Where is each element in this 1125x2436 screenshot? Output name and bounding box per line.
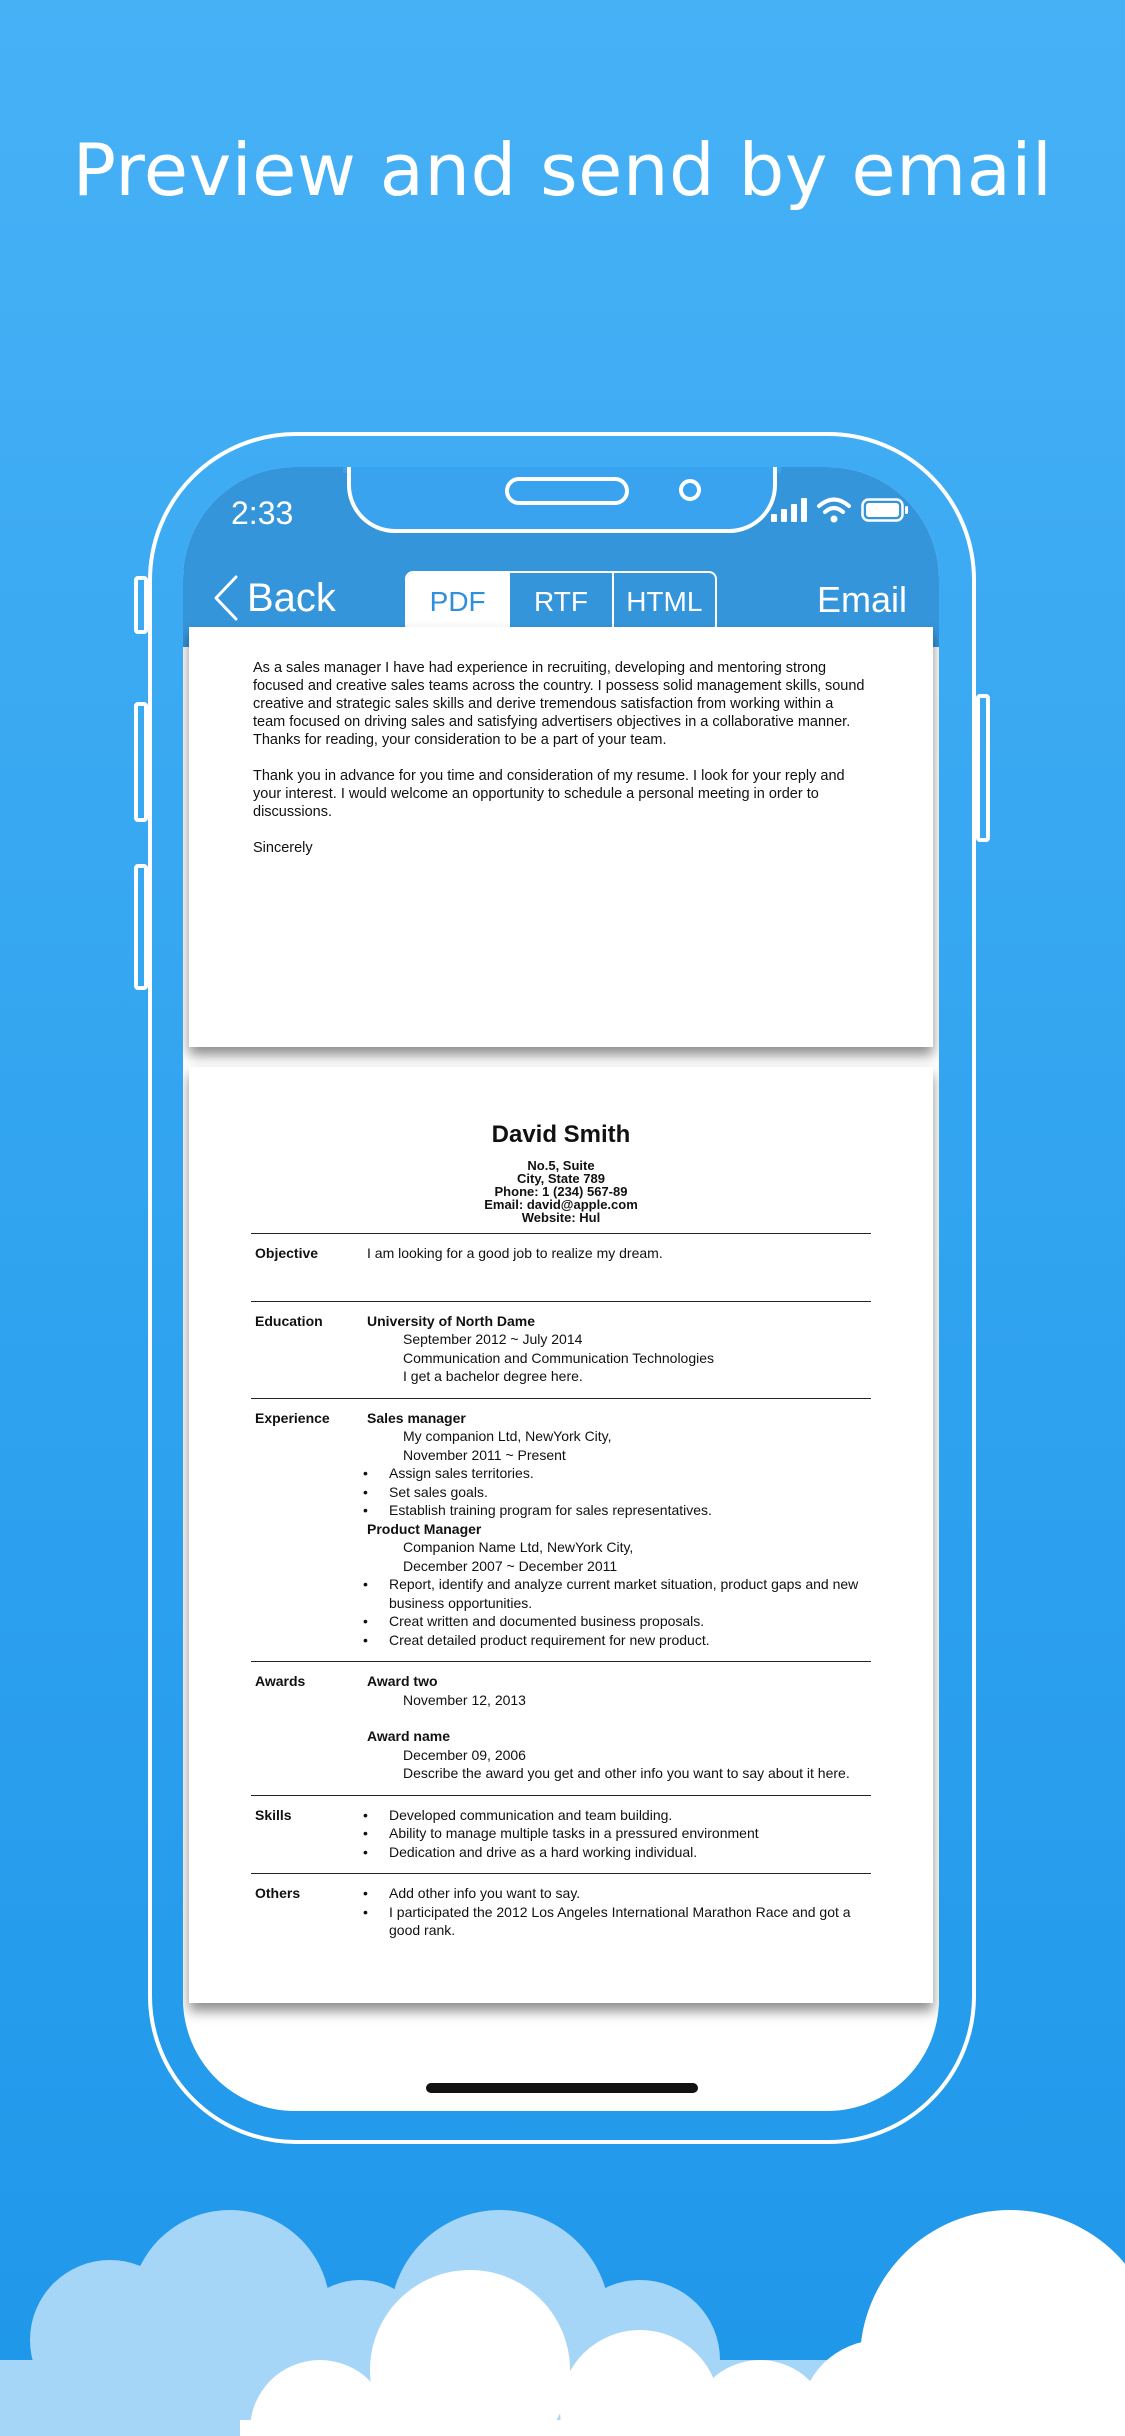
back-button[interactable] bbox=[213, 575, 336, 621]
contact-website: Website: Hul bbox=[521, 1210, 601, 1225]
list-item-text: • I participated the 2012 Los Angeles International Marathon Race and got a good rank. bbox=[389, 1903, 851, 1938]
clouds-decoration bbox=[0, 2200, 1125, 2436]
section-awards bbox=[251, 1661, 871, 1795]
section-objective bbox=[251, 1233, 871, 1301]
tab-pdf[interactable]: PDF bbox=[407, 573, 508, 631]
list-item bbox=[365, 1806, 871, 1825]
list-item bbox=[365, 1483, 871, 1502]
list-item-text: • Creat written and documented business proposals. bbox=[389, 1613, 705, 1629]
section-body: I am looking for a good job to realize my dream. bbox=[367, 1245, 663, 1261]
letter-paragraph: Thank you in advance for you time and consideration of my resume. I look for your reply and your interest. I would welcome an opportunity to schedule a personal meeting in order to discussions. bbox=[253, 768, 845, 820]
chevron-left-icon bbox=[213, 575, 239, 621]
mute-switch bbox=[134, 576, 148, 634]
job-position: Product Manager bbox=[367, 1520, 482, 1537]
tab-rtf[interactable]: RTF bbox=[508, 573, 611, 631]
section-body bbox=[367, 1884, 871, 1940]
award-description: Describe the award you get and other info you want to say about it here. bbox=[403, 1765, 850, 1781]
section-title: Experience bbox=[255, 1409, 330, 1426]
cover-letter-page bbox=[189, 627, 933, 1047]
job-dates: November 2011 ~ Present bbox=[403, 1446, 566, 1463]
letter-closing: Sincerely bbox=[253, 840, 313, 856]
volume-up-button bbox=[134, 702, 148, 822]
contact-phone: Phone: 1 (234) 567-89 bbox=[494, 1184, 628, 1199]
contact-email: Email: david@apple.com bbox=[484, 1197, 638, 1212]
cover-letter bbox=[253, 659, 865, 875]
job-position: Sales manager bbox=[367, 1409, 466, 1426]
section-body bbox=[367, 1806, 871, 1862]
resume-contact bbox=[189, 1159, 933, 1224]
power-button bbox=[976, 694, 990, 842]
section-education bbox=[251, 1301, 871, 1398]
list-item bbox=[365, 1903, 871, 1940]
list-item bbox=[365, 1501, 871, 1520]
job-company: My companion Ltd, NewYork City, bbox=[403, 1428, 612, 1444]
list-item-text: • Set sales goals. bbox=[389, 1483, 488, 1500]
resume-name: David Smith bbox=[491, 1121, 631, 1148]
email-button[interactable]: Email bbox=[816, 579, 907, 620]
letter-paragraph: As a sales manager I have had experience in recruiting, developing and mentoring strong focused and creative sales teams across the country. I possess solid management skills, sound creative and strategic sales skills and derive tremendous satisfaction from working within a team focused on driving sales and satisfying advertisers objectives in a collaborative manner. Thanks for reading, your consideration to be a part of your team. bbox=[253, 660, 865, 748]
award-date: December 09, 2006 bbox=[403, 1746, 526, 1763]
education-major: Communication and Communication Technologies bbox=[403, 1349, 715, 1366]
list-item-text: • Creat detailed product requirement for new product. bbox=[389, 1631, 710, 1648]
section-title: Skills bbox=[255, 1806, 292, 1823]
list-item bbox=[365, 1824, 871, 1843]
cellular-signal-icon bbox=[771, 498, 807, 522]
award-date: November 12, 2013 bbox=[403, 1691, 526, 1708]
award-name: Award name bbox=[367, 1728, 450, 1744]
volume-down-button bbox=[134, 864, 148, 990]
document-preview[interactable] bbox=[183, 647, 939, 2007]
phone-screen bbox=[183, 467, 939, 2111]
list-item-text: • Establish training program for sales representatives. bbox=[389, 1502, 712, 1518]
list-item bbox=[365, 1631, 871, 1650]
job-company: Companion Name Ltd, NewYork City, bbox=[403, 1539, 634, 1555]
wifi-icon bbox=[817, 497, 851, 523]
education-dates: September 2012 ~ July 2014 bbox=[403, 1331, 583, 1347]
section-title: Others bbox=[255, 1885, 301, 1901]
section-skills bbox=[251, 1795, 871, 1874]
headline: Preview and send by email bbox=[72, 128, 1053, 212]
status-icons bbox=[771, 497, 909, 523]
section-body bbox=[367, 1312, 871, 1386]
list-item bbox=[365, 1464, 871, 1483]
school-name: University of North Dame bbox=[367, 1312, 536, 1329]
education-degree: I get a bachelor degree here. bbox=[403, 1368, 583, 1384]
list-item-text: • Report, identify and analyze current market situation, product gaps and new business opportunities. bbox=[389, 1576, 859, 1611]
tab-html[interactable]: HTML bbox=[612, 573, 715, 631]
status-time: 2:33 bbox=[231, 495, 294, 531]
section-title: Awards bbox=[255, 1673, 306, 1689]
battery-icon bbox=[861, 498, 909, 522]
speaker-icon bbox=[505, 477, 629, 505]
resume-page bbox=[189, 1067, 933, 2003]
section-others bbox=[251, 1873, 871, 1952]
list-item bbox=[365, 1612, 871, 1631]
contact-address: No.5, Suite bbox=[527, 1158, 595, 1173]
job-dates: December 2007 ~ December 2011 bbox=[403, 1557, 618, 1574]
list-item-text: • Ability to manage multiple tasks in a pressured environment bbox=[389, 1825, 759, 1841]
list-item-text: • Dedication and drive as a hard working individual. bbox=[389, 1843, 698, 1860]
award-name: Award two bbox=[367, 1673, 438, 1689]
list-item bbox=[365, 1884, 871, 1903]
section-title: Objective bbox=[255, 1245, 319, 1261]
section-body bbox=[367, 1672, 871, 1783]
list-item bbox=[365, 1843, 871, 1862]
format-segmented-control bbox=[405, 571, 717, 633]
resume-sections bbox=[251, 1233, 871, 1952]
list-item-text: • Developed communication and team building. bbox=[389, 1806, 673, 1823]
list-item-text: • Add other info you want to say. bbox=[389, 1885, 581, 1901]
contact-city: City, State 789 bbox=[517, 1171, 605, 1186]
home-indicator[interactable] bbox=[426, 2083, 698, 2093]
section-body bbox=[367, 1409, 871, 1650]
section-experience bbox=[251, 1398, 871, 1662]
back-label: Back bbox=[247, 575, 336, 620]
section-title: Education bbox=[255, 1312, 323, 1329]
list-item bbox=[365, 1575, 871, 1612]
list-item-text: • Assign sales territories. bbox=[389, 1465, 534, 1481]
camera-icon bbox=[679, 479, 701, 501]
